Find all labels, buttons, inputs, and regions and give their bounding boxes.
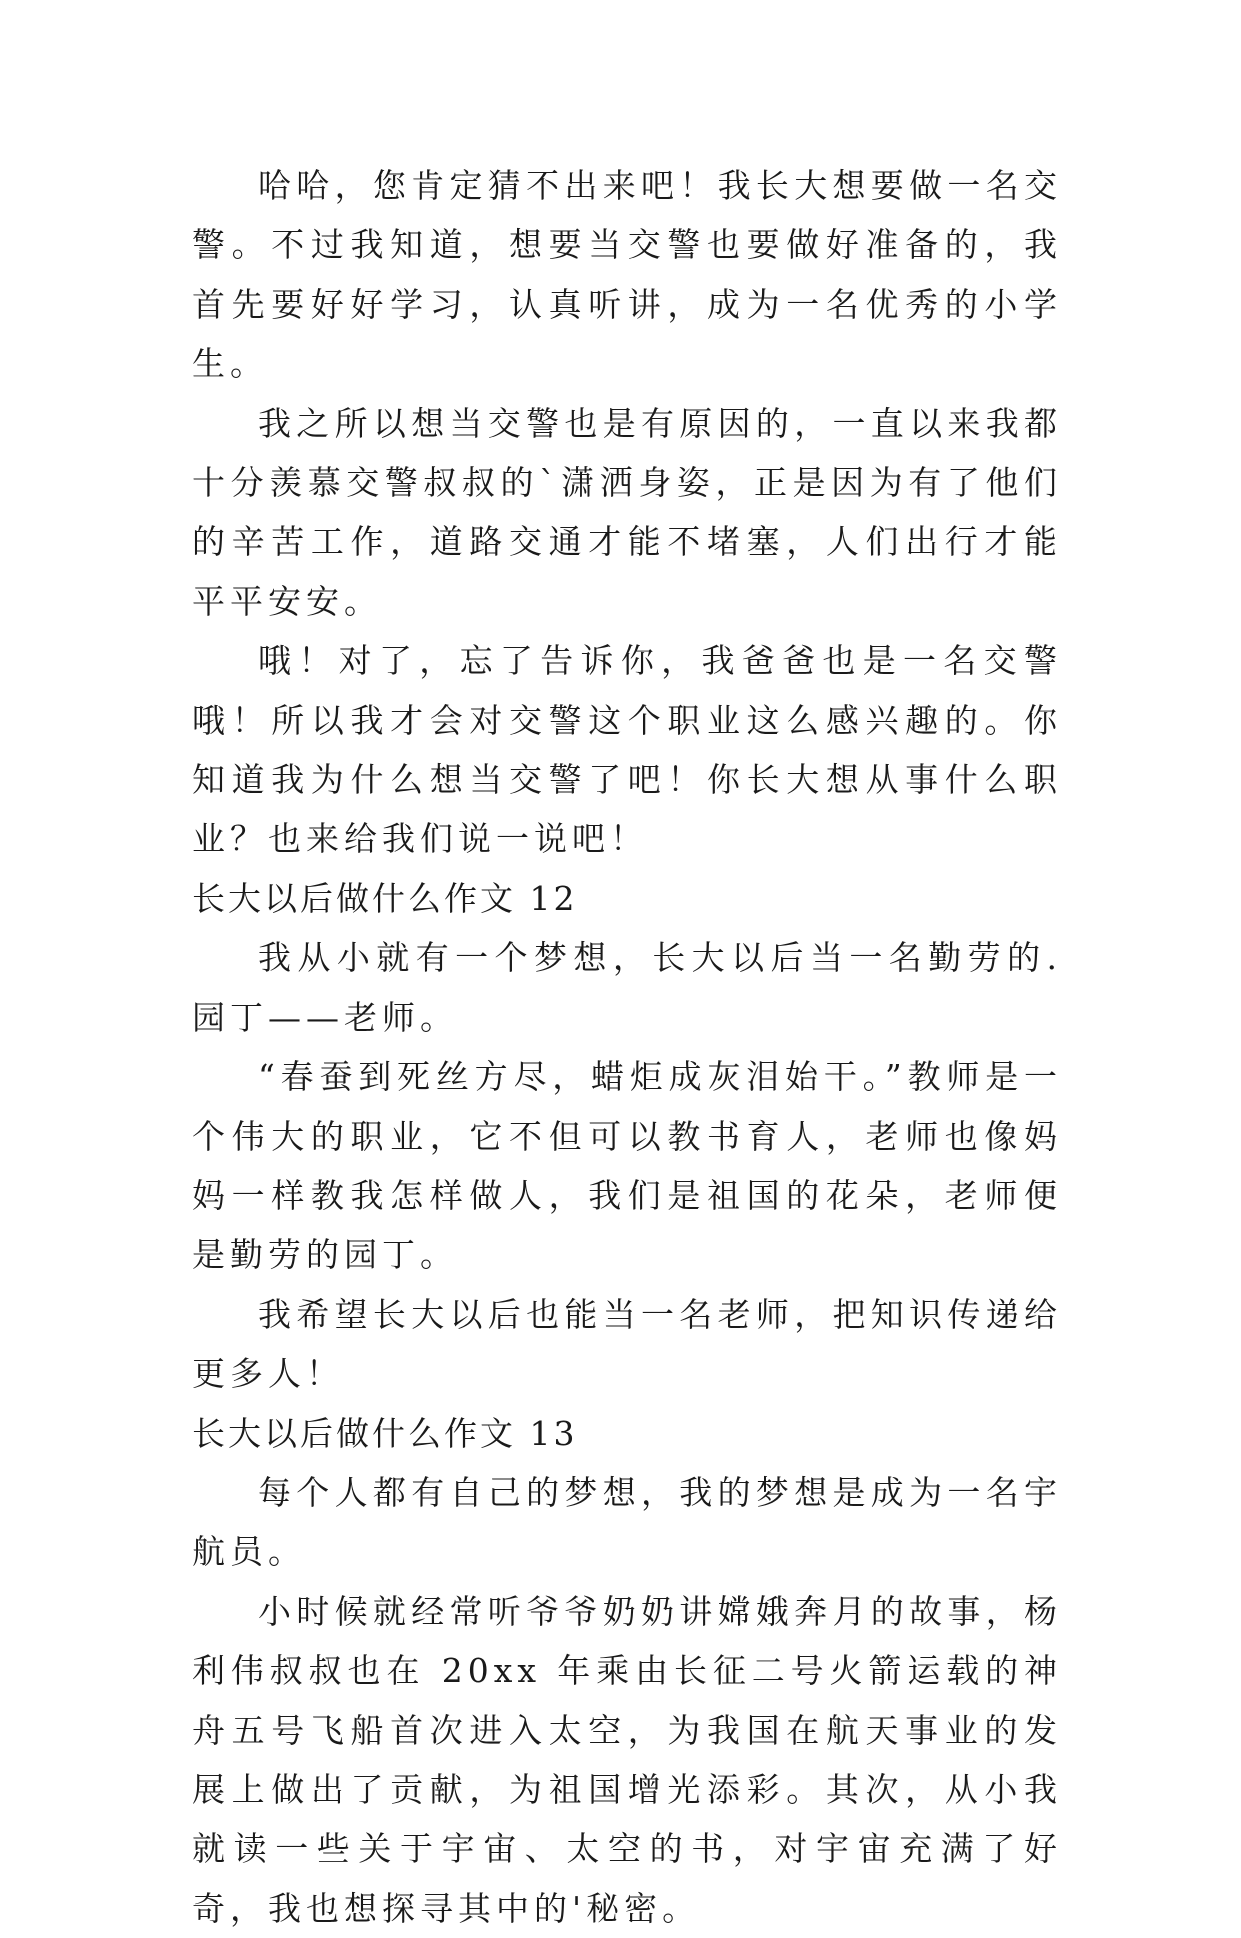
paragraph: 每个人都有自己的梦想，我的梦想是成为一名宇航员。 [192, 1472, 1062, 1572]
paragraph: 小时候就经常听爷爷奶奶讲嫦娥奔月的故事，杨利伟叔叔也在 20xx 年乘由长征二号火箭运载的神舟五号飞船首次进入太空，为我国在航天事业的发展上做出了贡献，为祖国增光添彩。其次，从小我就读一些关于宇宙、太空的书，对宇宙充满了好奇，我也想探寻其中的'秘密。 [192, 1591, 1062, 1928]
paragraph: 哈哈，您肯定猜不出来吧！我长大想要做一名交警。不过我知道，想要当交警也要做好准备的，我首先要好好学习，认真听讲，成为一名优秀的小学生。 [192, 166, 1062, 384]
paragraph: 我从小就有一个梦想，长大以后当一名勤劳的.园丁——老师。 [192, 938, 1062, 1037]
paragraph: 哦！对了，忘了告诉你，我爸爸也是一名交警哦！所以我才会对交警这个职业这么感兴趣的。你知道我为什么想当交警了吧！你长大想从事什么职业？也来给我们说一说吧！ [192, 641, 1062, 859]
essay-heading: 长大以后做什么作文 13 [192, 1413, 578, 1453]
paragraph: 我希望长大以后也能当一名老师，把知识传递给更多人！ [192, 1294, 1062, 1394]
essay-body [192, 156, 1062, 1938]
paragraph: “春蚕到死丝方尽，蜡炬成灰泪始干。”教师是一个伟大的职业，它不但可以教书育人，老师也像妈妈一样教我怎样做人，我们是祖国的花朵，老师便是勤劳的园丁。 [192, 1057, 1062, 1275]
essay-heading: 长大以后做什么作文 12 [192, 878, 578, 918]
paragraph: 我之所以想当交警也是有原因的，一直以来我都十分羡慕交警叔叔的`潇洒身姿，正是因为有了他们的辛苦工作，道路交通才能不堵塞，人们出行才能平平安安。 [192, 403, 1062, 621]
